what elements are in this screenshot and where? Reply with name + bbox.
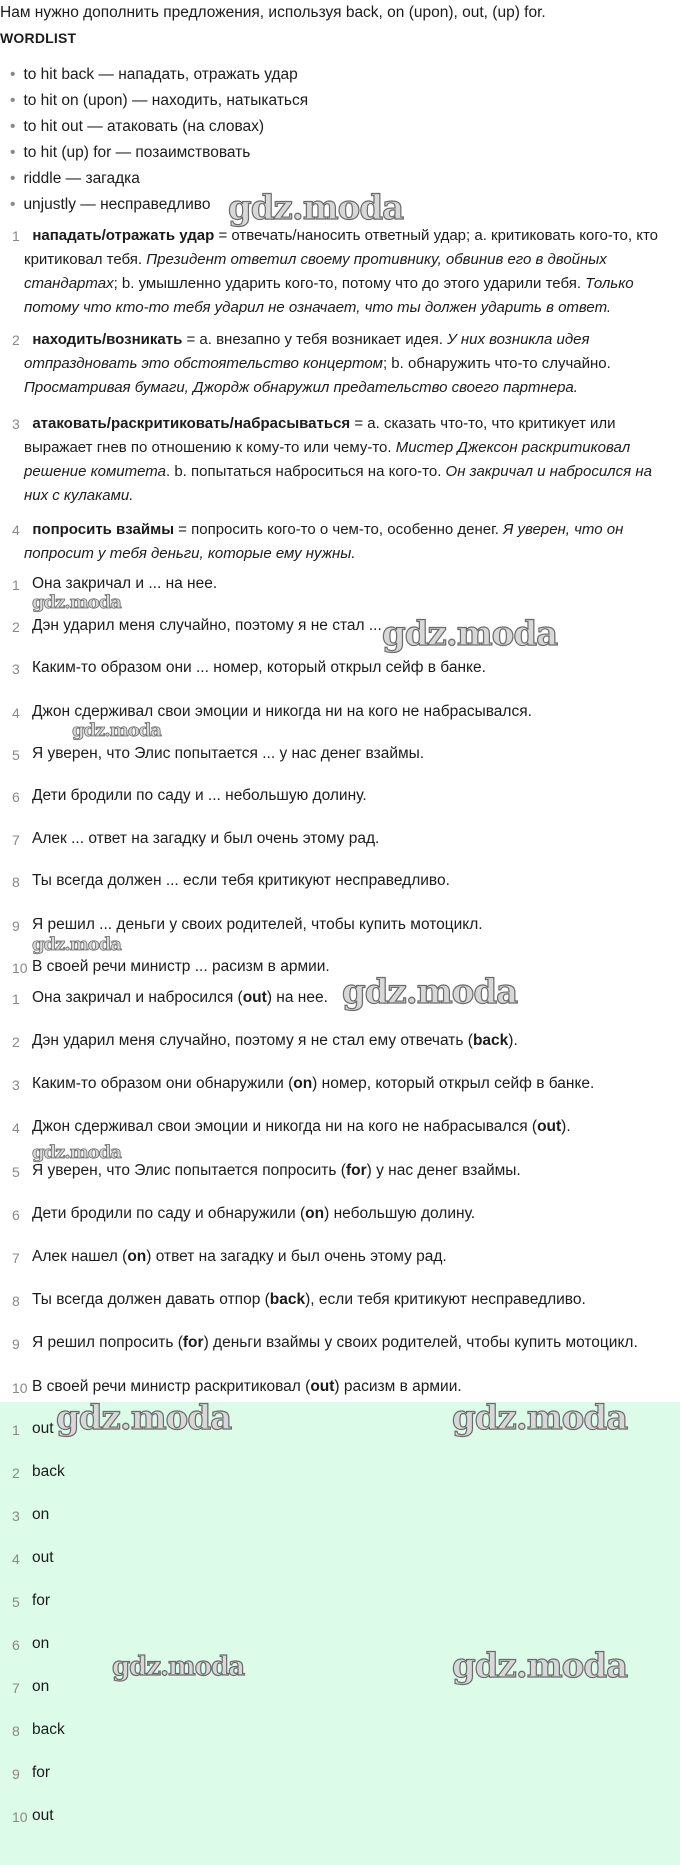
short-answer: on	[32, 1678, 50, 1695]
watermark: gdz.moda	[32, 934, 121, 955]
exercise-line: Ты всегда должен ... если тебя критикуют несправедливо.	[32, 872, 450, 889]
wordlist-item: • unjustly — несправедливо	[10, 196, 211, 213]
watermark: gdz.moda	[32, 592, 121, 613]
short-answer-number: 10	[12, 1809, 28, 1825]
answer-number: 1	[12, 991, 20, 1007]
wordlist-item: • riddle — загадка	[10, 170, 140, 187]
definition-2: находить/возникать = a. внезапно у тебя возникает идея. У них возникла идея отпраздновать это обстоятельство концертом; b. обнаружить что-то случайно. Просматривая бумаги, Джордж обнаружил предательство своего партнера.	[24, 331, 611, 396]
short-answer-number: 6	[12, 1637, 20, 1653]
exercise-number: 6	[12, 789, 20, 805]
exercise-number: 1	[12, 577, 20, 593]
answer-number: 7	[12, 1250, 20, 1266]
short-answer-number: 7	[12, 1680, 20, 1696]
answer-line: Дети бродили по саду и обнаружили (on) небольшую долину.	[32, 1205, 476, 1222]
wordlist-item: • to hit (up) for — позаимствовать	[10, 144, 251, 161]
exercise-line: Дэн ударил меня случайно, поэтому я не стал ...	[32, 617, 382, 634]
watermark: gdz.moda	[342, 972, 518, 1012]
short-answer: for	[32, 1592, 51, 1609]
answer-line: Она закричал и набросился (out) на нее.	[32, 989, 328, 1006]
exercise-line: Каким-то образом они ... номер, который открыл сейф в банке.	[32, 659, 486, 676]
watermark: gdz.moda	[382, 614, 558, 654]
watermark: gdz.moda	[32, 1142, 121, 1163]
short-answer-number: 2	[12, 1465, 20, 1481]
definition-number: 2	[12, 332, 20, 348]
exercise-line: Она закричал и ... на нее.	[32, 575, 218, 592]
exercise-number: 4	[12, 705, 20, 721]
answer-number: 5	[12, 1164, 20, 1180]
short-answer: out	[32, 1420, 54, 1437]
short-answer-number: 1	[12, 1422, 20, 1438]
exercise-number: 3	[12, 661, 20, 677]
answer-line: Я решил попросить (for) деньги взаймы у своих родителей, чтобы купить мотоцикл.	[32, 1334, 638, 1351]
definition-4: попросить взаймы = попросить кого-то о чем-то, особенно денег. Я уверен, что он попросит у тебя деньги, которые ему нужны.	[24, 521, 624, 562]
short-answer: out	[32, 1549, 54, 1566]
short-answer-number: 5	[12, 1594, 20, 1610]
exercise-line: Алек ... ответ на загадку и был очень этому рад.	[32, 830, 380, 847]
answer-number: 9	[12, 1336, 20, 1352]
definition-number: 1	[12, 228, 20, 244]
short-answer: on	[32, 1635, 50, 1652]
short-answers-panel	[0, 1402, 680, 1865]
answer-line: Джон сдерживал свои эмоции и никогда ни на кого не набрасывался (out).	[32, 1118, 571, 1135]
answer-number: 10	[12, 1380, 28, 1396]
watermark: gdz.moda	[72, 720, 161, 741]
answer-number: 4	[12, 1120, 20, 1136]
answer-line: В своей речи министр раскритиковал (out) расизм в армии.	[32, 1378, 462, 1395]
wordlist-item: • to hit on (upon) — находить, натыкаться	[10, 92, 309, 109]
short-answer-number: 8	[12, 1723, 20, 1739]
definition-1: нападать/отражать удар = отвечать/наносить ответный удар; a. критиковать кого-то, кто критиковал тебя. Президент ответил своему противнику, обвинив его в двойных стандартах; b. умышленно ударить кого-то, потому что до этого ударили тебя. Только потому что кто-то тебя ударил не означает, что ты должен ударить в ответ.	[24, 227, 659, 316]
answer-line: Алек нашел (on) ответ на загадку и был очень этому рад.	[32, 1248, 447, 1265]
answer-line: Я уверен, что Элис попытается попросить (for) у нас денег взаймы.	[32, 1162, 521, 1179]
exercise-line: В своей речи министр ... расизм в армии.	[32, 958, 330, 975]
watermark: gdz.moda	[452, 1398, 628, 1438]
definition-number: 4	[12, 522, 20, 538]
answer-line: Дэн ударил меня случайно, поэтому я не стал ему отвечать (back).	[32, 1032, 518, 1049]
short-answer-number: 9	[12, 1766, 20, 1782]
short-answer: back	[32, 1721, 65, 1738]
exercise-line: Джон сдерживал свои эмоции и никогда ни на кого не набрасывался.	[32, 703, 532, 720]
short-answer-number: 3	[12, 1508, 20, 1524]
exercise-number: 2	[12, 619, 20, 635]
exercise-number: 7	[12, 832, 20, 848]
answer-number: 6	[12, 1207, 20, 1223]
answer-line: Каким-то образом они обнаружили (on) номер, который открыл сейф в банке.	[32, 1075, 595, 1092]
intro-text: Нам нужно дополнить предложения, используя back, on (upon), out, (up) for.	[0, 4, 546, 21]
exercise-line: Я решил ... деньги у своих родителей, чтобы купить мотоцикл.	[32, 916, 483, 933]
wordlist-item: • to hit out — атаковать (на словах)	[10, 118, 265, 135]
short-answer-number: 4	[12, 1551, 20, 1567]
exercise-number: 10	[12, 960, 28, 976]
exercise-line: Дети бродили по саду и ... небольшую долину.	[32, 787, 367, 804]
answer-number: 2	[12, 1034, 20, 1050]
exercise-number: 5	[12, 747, 20, 763]
answer-line: Ты всегда должен давать отпор (back), если тебя критикуют несправедливо.	[32, 1291, 586, 1308]
exercise-number: 9	[12, 918, 20, 934]
definition-3: атаковать/раскритиковать/набрасываться = a. сказать что-то, что критикует или выражает гнев по отношению к кому-то или чему-то. Мистер Джексон раскритиковал решение комитета. b. попытаться наброситься на кого-то. Он закричал и набросился на них с кулаками.	[24, 415, 652, 504]
short-answer: back	[32, 1463, 65, 1480]
watermark: gdz.moda	[452, 1646, 628, 1686]
short-answer: on	[32, 1506, 50, 1523]
watermark: gdz.moda	[56, 1398, 232, 1438]
wordlist-title: WORDLIST	[0, 30, 77, 46]
exercise-number: 8	[12, 874, 20, 890]
definition-number: 3	[12, 416, 20, 432]
answer-number: 8	[12, 1293, 20, 1309]
short-answer: out	[32, 1807, 54, 1824]
exercise-line: Я уверен, что Элис попытается ... у нас денег взаймы.	[32, 745, 425, 762]
watermark: gdz.moda	[228, 188, 404, 228]
wordlist-item: • to hit back — нападать, отражать удар	[10, 66, 298, 83]
answer-number: 3	[12, 1077, 20, 1093]
watermark: gdz.moda	[112, 1652, 245, 1682]
short-answer: for	[32, 1764, 51, 1781]
